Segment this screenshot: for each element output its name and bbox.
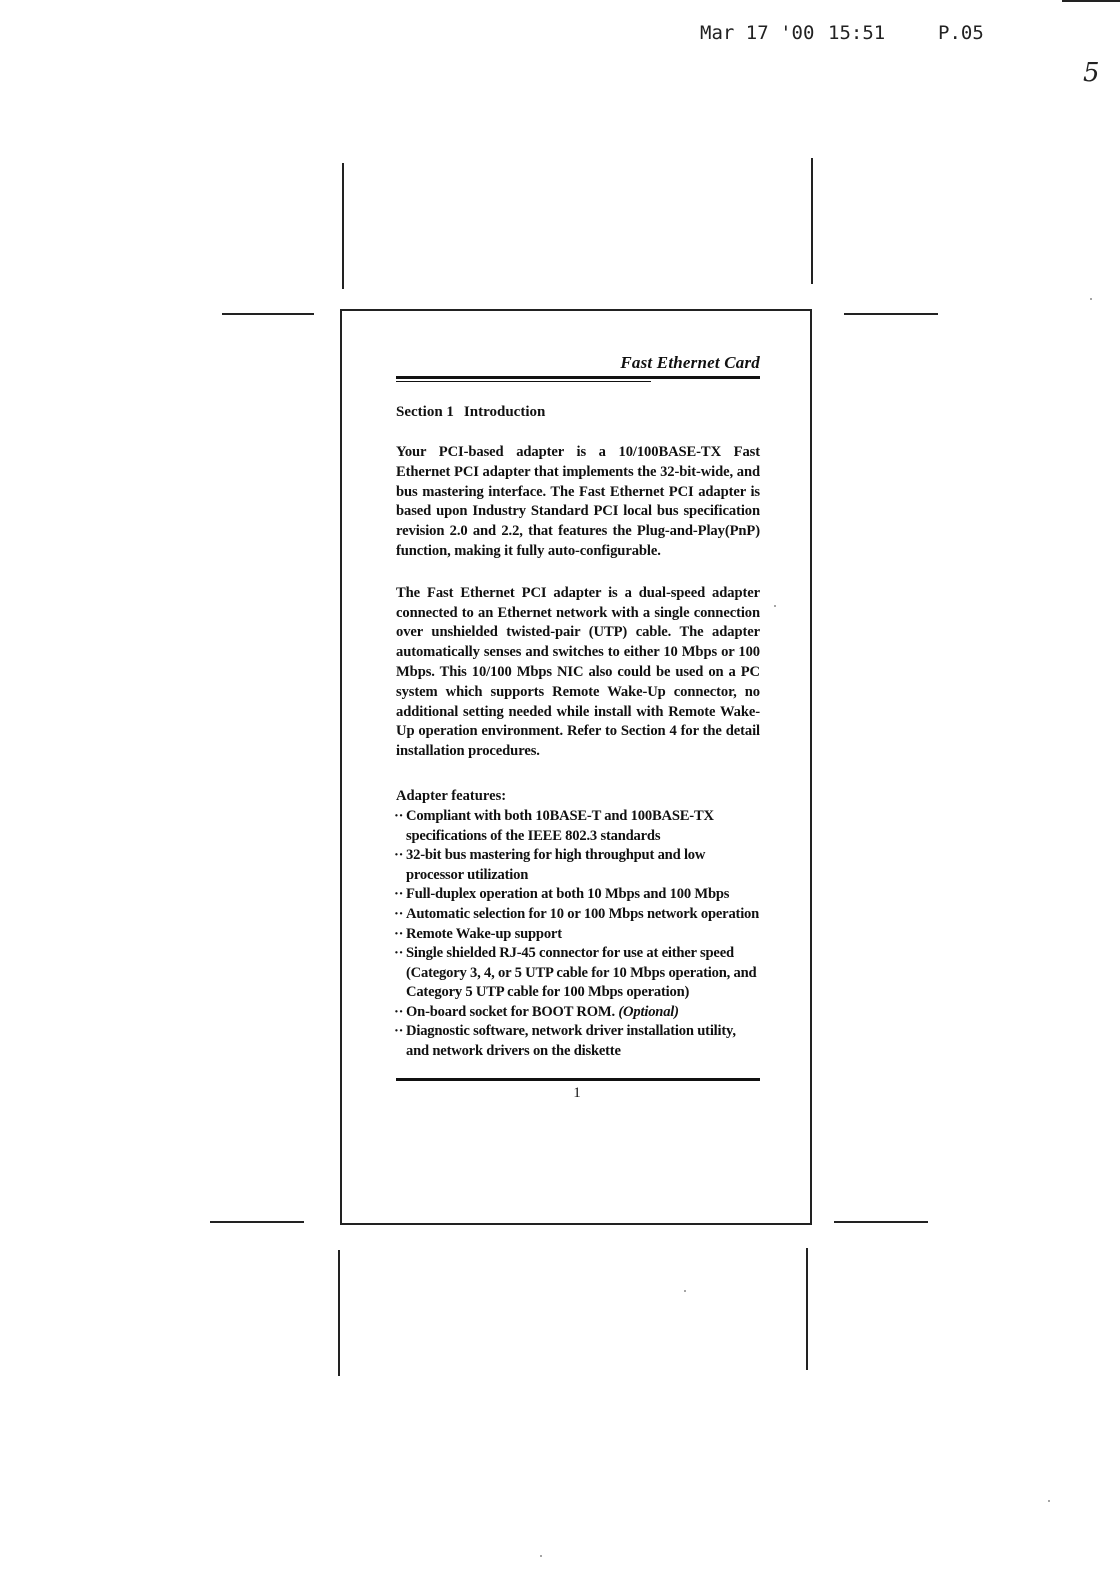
intro-paragraph-1: Your PCI-based adapter is a 10/100BASE-TX Fast Ethernet PCI adapter that implements the 32-bit-wide, and bus mastering interface. The Fast Ethernet PCI adapter is based upon Industry Standard PCI local bus specification revision 2.0 and 2.2, that features the Plug-and-Play(PnP) function, making it fully auto-configurable. (396, 444, 760, 559)
section-title: Introduction (463, 404, 546, 420)
feature-item: ·· Remote Wake-up support (396, 925, 760, 945)
fax-time: 15:51 (828, 22, 886, 44)
crop-mark-bottom-left (338, 1250, 340, 1376)
section-heading (396, 404, 760, 421)
fax-date: Mar 17 '00 (700, 22, 815, 44)
scan-speck (1090, 298, 1092, 300)
feature-item: ·· Full-duplex operation at both 10 Mbps and 100 Mbps (396, 885, 760, 905)
crop-mark-bottom-right (806, 1248, 808, 1370)
fax-page: P.05 (938, 22, 984, 44)
section-number: Section 1 (396, 404, 454, 420)
feature-item: ·· Diagnostic software, network driver installation utility, and network drivers on the diskette (396, 1022, 760, 1061)
manual-page (396, 353, 760, 1102)
scan-speck (1048, 1500, 1050, 1502)
feature-item: ·· Single shielded RJ-45 connector for use at either speed (Category 3, 4, or 5 UTP cable for 10 Mbps operation, and Category 5 UTP cable for 100 Mbps operation) (396, 944, 760, 1003)
page-number: 1 (573, 1084, 581, 1101)
features-list (396, 807, 760, 1062)
crop-mark-right-bottom (834, 1221, 928, 1223)
intro-paragraph-2: The Fast Ethernet PCI adapter is a dual-speed adapter connected to an Ethernet network with a single connection over unshielded twisted-pair (UTP) cable. The adapter automatically senses and switches to either 10 Mbps or 100 Mbps. This 10/100 Mbps NIC also could be used on a PC system which supports Remote Wake-Up connector, no additional setting needed while install with Remote Wake-Up operation environment. Refer to Section 4 for the detail installation procedures. (396, 584, 760, 760)
top-edge-rule (1062, 0, 1120, 2)
crop-mark-right-top (844, 313, 938, 315)
footer-rule (396, 1078, 760, 1081)
scan-speck (540, 1555, 542, 1557)
feature-boot-rom: On-board socket for BOOT ROM. (406, 1003, 615, 1020)
header-rule-thin (396, 381, 651, 382)
crop-mark-left-bottom (210, 1221, 304, 1223)
optional-tag: (Optional) (618, 1003, 679, 1020)
handwritten-page-mark: 5 (1083, 58, 1100, 88)
crop-mark-top-left (342, 163, 344, 289)
crop-mark-left-top (222, 313, 314, 315)
running-head: Fast Ethernet Card (620, 353, 760, 372)
features-title: Adapter features: (396, 787, 507, 804)
crop-mark-top-right (811, 158, 813, 284)
scan-speck (774, 605, 776, 607)
feature-item: ·· Compliant with both 10BASE-T and 100BASE-TX specifications of the IEEE 802.3 standards (396, 807, 760, 846)
feature-item: ·· Automatic selection for 10 or 100 Mbps network operation (396, 905, 760, 925)
header-rule (396, 376, 760, 379)
fax-header (700, 22, 984, 44)
scan-speck (684, 1290, 686, 1292)
feature-item: ·· 32-bit bus mastering for high throughput and low processor utilization (396, 846, 760, 885)
feature-item (396, 1003, 760, 1023)
